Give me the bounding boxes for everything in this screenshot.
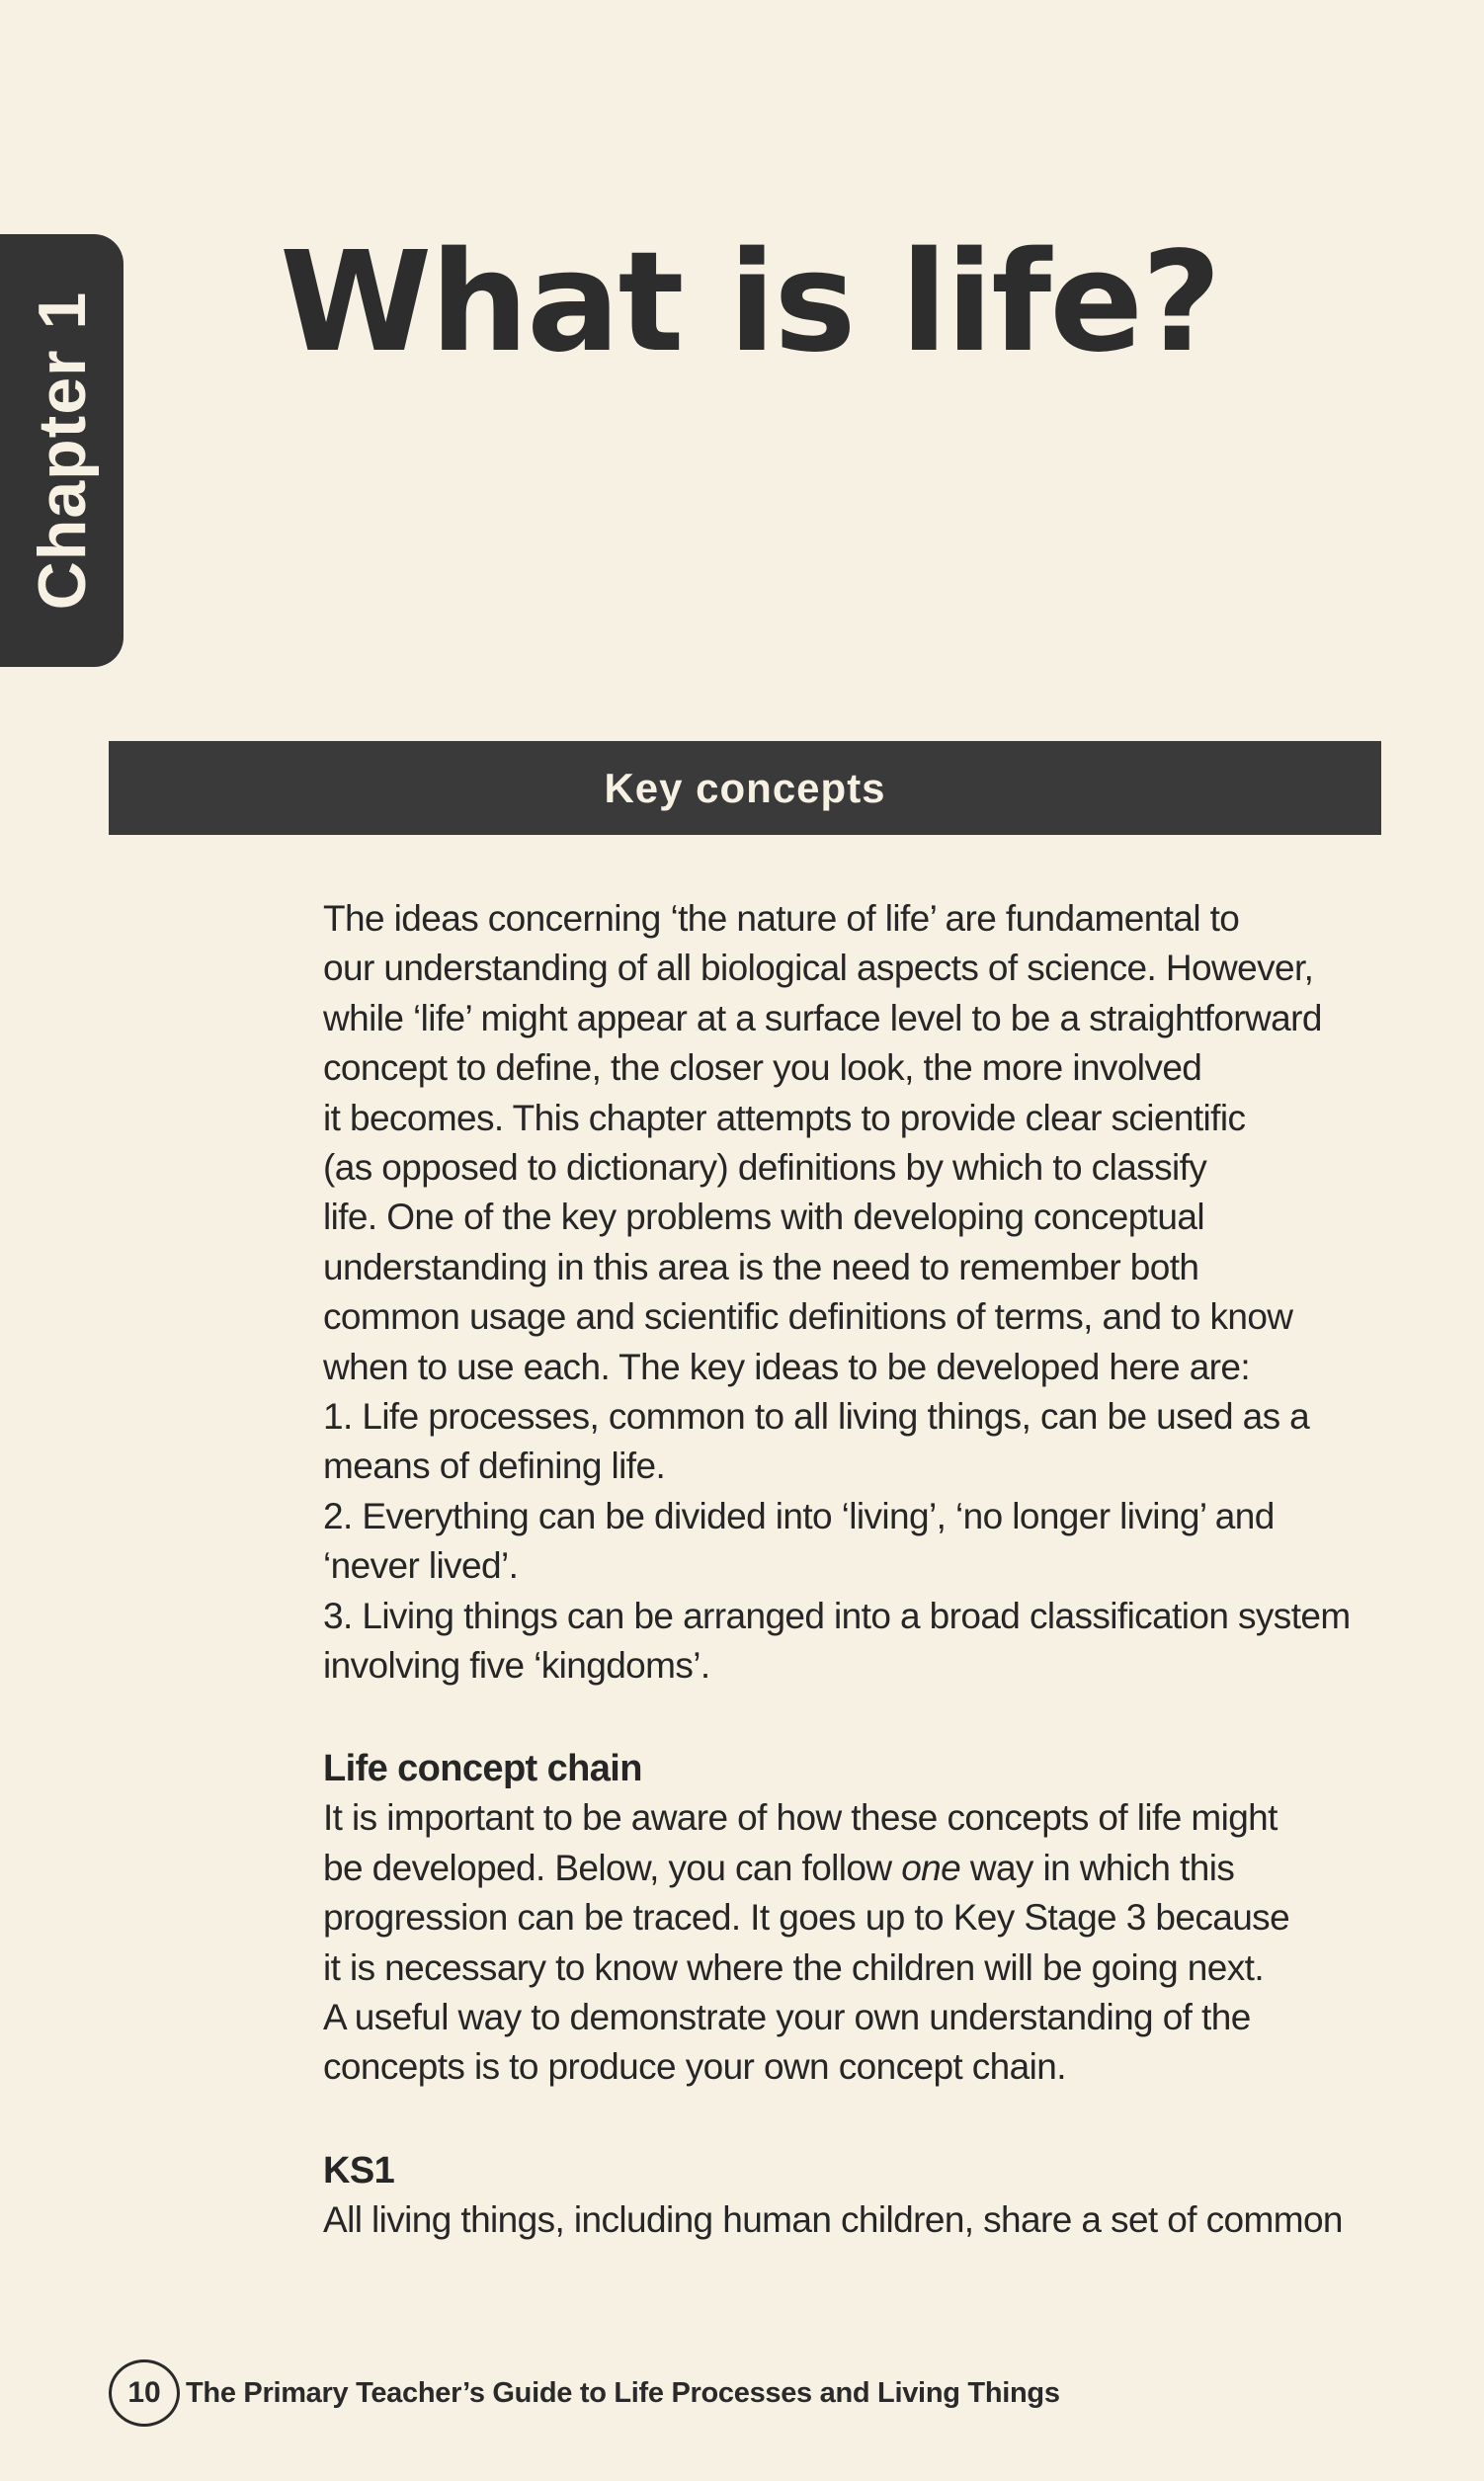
text-line: life. One of the key problems with developing conceptual — [323, 1197, 1204, 1238]
text-line: 1. Life processes, common to all living things, can be used as a — [323, 1396, 1310, 1438]
page-title: What is life? — [280, 222, 1220, 383]
text-span: be developed. Below, you can follow — [323, 1847, 902, 1888]
emphasis-text: one — [901, 1847, 961, 1888]
text-line: involving five ‘kingdoms’. — [323, 1645, 710, 1687]
page-footer — [109, 2359, 1060, 2427]
key-concepts-text — [323, 894, 1351, 1692]
text-line: 2. Everything can be divided into ‘living’, ‘no longer living’ and — [323, 1495, 1275, 1536]
text-line: (as opposed to dictionary) definitions by which to classify — [323, 1147, 1207, 1189]
text-line: progression can be traced. It goes up to Key Stage 3 because — [323, 1897, 1290, 1939]
ks1-section — [323, 2146, 1343, 2246]
text-span: way in which this — [960, 1847, 1235, 1888]
text-line: our understanding of all biological aspects of science. However, — [323, 948, 1314, 989]
text-line — [323, 1844, 1289, 1893]
chapter-tab — [0, 234, 124, 667]
text-line: means of defining life. — [323, 1446, 666, 1487]
text-line: All living things, including human children, share a set of common — [323, 2199, 1343, 2241]
text-line: concepts is to produce your own concept chain. — [323, 2046, 1066, 2088]
text-line: 3. Living things can be arranged into a broad classification system — [323, 1595, 1351, 1636]
page-number: 10 — [109, 2359, 180, 2427]
text-line: it is necessary to know where the children will be going next. — [323, 1946, 1265, 1988]
text-line: when to use each. The key ideas to be developed here are: — [323, 1346, 1251, 1387]
text-line: A useful way to demonstrate your own understanding of the — [323, 1997, 1251, 2038]
chapter-label: Chapter 1 — [24, 290, 100, 611]
text-line: concept to define, the closer you look, the more involved — [323, 1047, 1202, 1089]
book-title: The Primary Teacher’s Guide to Life Processes and Living Things — [186, 2376, 1060, 2409]
text-line: It is important to be aware of how these concepts of life might — [323, 1797, 1278, 1839]
section-bar — [109, 741, 1381, 835]
text-line: ‘never lived’. — [323, 1545, 519, 1587]
section-heading: KS1 — [323, 2150, 395, 2192]
text-line: understanding in this area is the need to remember both — [323, 1246, 1199, 1287]
life-concept-chain-section — [323, 1744, 1289, 2093]
text-line: common usage and scientific definitions of terms, and to know — [323, 1296, 1293, 1338]
section-heading: Life concept chain — [323, 1748, 642, 1789]
text-line: The ideas concerning ‘the nature of life’ are fundamental to — [323, 898, 1240, 939]
section-bar-title: Key concepts — [604, 764, 886, 811]
text-line: while ‘life’ might appear at a surface level to be a straightforward — [323, 997, 1322, 1038]
text-line: it becomes. This chapter attempts to provide clear scientific — [323, 1097, 1246, 1138]
